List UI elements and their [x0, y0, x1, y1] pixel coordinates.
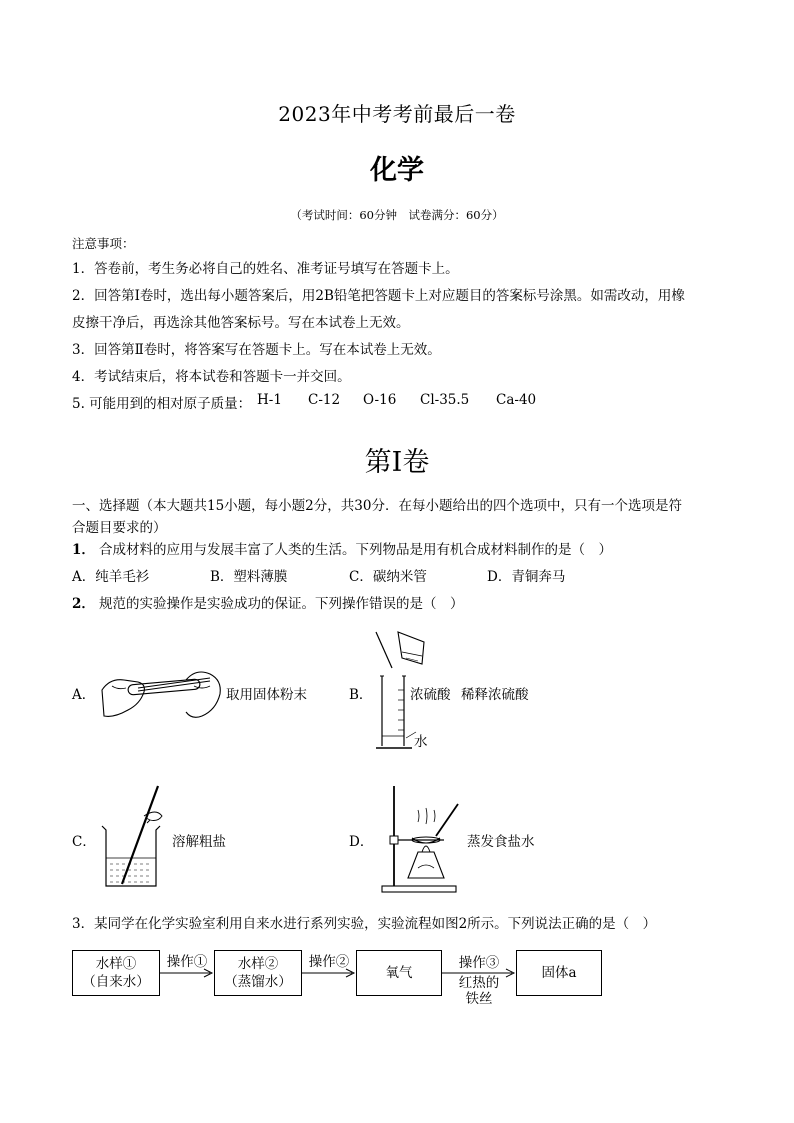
q2-option-d-caption: 蒸发食盐水 — [467, 834, 535, 850]
note-item-2-cont: 皮擦干净后，再选涂其他答案标号。写在本试卷上无效。 — [72, 315, 410, 331]
q2-option-c-letter: C． — [72, 834, 96, 850]
q1-option-d: D．青铜奔马 — [487, 569, 566, 585]
flow-box-oxygen — [356, 950, 442, 996]
flow-box-tap-water — [72, 950, 160, 996]
q2-option-a-letter: A． — [72, 687, 96, 703]
figure-dissolve-salt — [98, 782, 168, 892]
notes-heading: 注意事项： — [72, 236, 135, 251]
atomic-mass-o: O-16 — [363, 392, 397, 408]
q2-option-d-letter: D． — [349, 834, 374, 850]
flow-op2-label: 操作② — [308, 954, 350, 970]
flow-box-oxygen-label: 氧气 — [385, 965, 413, 981]
flow-box-distilled-water-line1: 水样② — [237, 956, 279, 972]
flow-op1-label: 操作① — [166, 954, 208, 970]
note-item-4: 4．考试结束后，将本试卷和答题卡一并交回。 — [72, 369, 351, 385]
flow-arrow-1 — [160, 968, 214, 978]
q1-number: 1． — [72, 542, 95, 558]
flow-op3-line3: 铁丝 — [465, 991, 493, 1007]
flow-op3-reagent — [442, 975, 516, 1007]
figure-evaporate-salt-water — [378, 782, 464, 894]
flow-box-solid-a-label: 固体a — [541, 965, 577, 981]
atomic-mass-c: C-12 — [308, 392, 341, 408]
flow-box-tap-water-line2: （自来水） — [82, 974, 150, 990]
q2-option-b-caption: 稀释浓硫酸 — [461, 687, 529, 703]
q2-option-b-acid-label: 浓硫酸 — [410, 687, 451, 703]
paper-title: 2023年中考考前最后一卷 — [278, 102, 516, 126]
note-atomic-mass-label: 5. 可能用到的相对原子质量： — [72, 396, 252, 412]
q2-option-b-letter: B． — [349, 687, 373, 703]
q1-option-a: A．纯羊毛衫 — [72, 569, 150, 585]
flow-box-solid-a — [516, 950, 602, 996]
q2-option-a-caption: 取用固体粉末 — [226, 687, 307, 703]
q1-stem: 合成材料的应用与发展丰富了人类的生活。下列物品是用有机合成材料制作的是（ ） — [99, 542, 612, 558]
q2-number: 2． — [72, 596, 95, 612]
flow-op3-line1: 操作③ — [458, 955, 500, 971]
note-item-3: 3．回答第Ⅱ卷时，将答案写在答题卡上。写在本试卷上无效。 — [72, 342, 441, 358]
q3-stem: 3．某同学在化学实验室利用自来水进行系列实验，实验流程如图2所示。下列说法正确的是（ ） — [72, 916, 657, 932]
q2-option-c-caption: 溶解粗盐 — [172, 834, 226, 850]
q2-stem: 规范的实验操作是实验成功的保证。下列操作错误的是（ ） — [99, 596, 464, 612]
atomic-mass-cl: Cl-35.5 — [420, 392, 470, 408]
flow-op3-line2: 红热的 — [458, 975, 500, 991]
atomic-mass-h: H-1 — [257, 392, 282, 408]
flow-box-distilled-water-line2: （蒸馏水） — [224, 974, 292, 990]
flow-box-distilled-water — [214, 950, 302, 996]
q1-option-c: C．碳纳米管 — [349, 569, 427, 585]
exam-info: （考试时间：60分钟 试卷满分：60分） — [290, 208, 504, 222]
section-heading-line1: 一、选择题（本大题共15小题，每小题2分，共30分．在每小题给出的四个选项中，只有一个选项是符 — [72, 498, 682, 514]
section-heading-line2: 合题目要求的） — [72, 520, 167, 536]
flow-arrow-2 — [302, 968, 356, 978]
q1-option-b: B．塑料薄膜 — [210, 569, 288, 585]
figure-take-powder — [98, 660, 226, 724]
note-item-1: 1．答卷前，考生务必将自己的姓名、准考证号填写在答题卡上。 — [72, 261, 459, 277]
q2-option-b-water-label: 水 — [414, 734, 428, 750]
flow-box-tap-water-line1: 水样① — [95, 956, 137, 972]
volume-title: 第Ⅰ卷 — [364, 447, 430, 478]
atomic-mass-ca: Ca-40 — [496, 392, 537, 408]
note-item-2: 2．回答第Ⅰ卷时，选出每小题答案后，用2B铅笔把答题卡上对应题目的答案标号涂黑。如需改动，用橡 — [72, 288, 685, 304]
subject-title: 化学 — [370, 155, 424, 186]
